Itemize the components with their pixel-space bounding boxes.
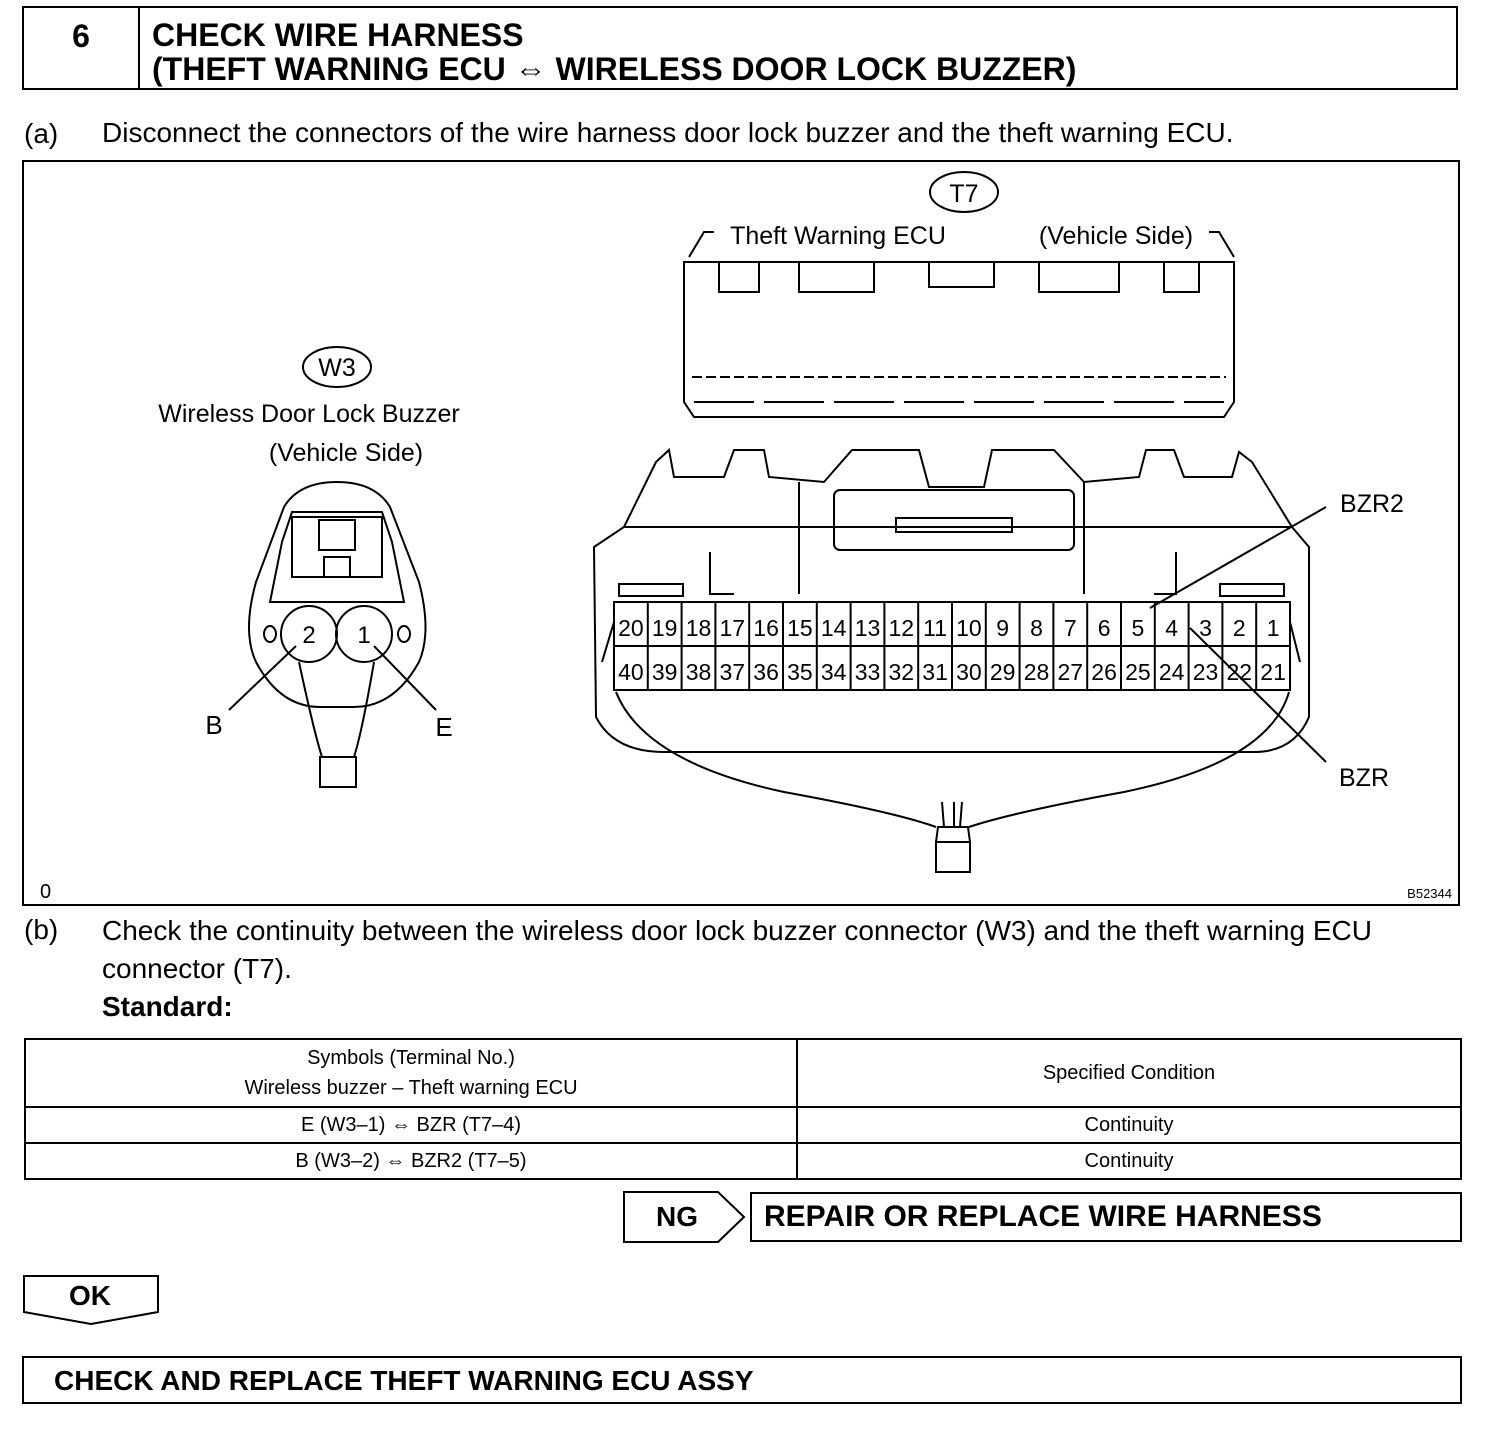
t7-leader-bzr — [1190, 628, 1326, 762]
t7-right-key — [1220, 584, 1284, 596]
w3-pin2: 2 — [302, 622, 316, 649]
w3-label-b: B — [205, 710, 223, 740]
connector-diagram-svg — [24, 162, 1458, 904]
w3-leader-b — [229, 646, 296, 710]
t7-pin-38: 38 — [685, 659, 712, 685]
t7-pin-15: 15 — [787, 615, 813, 641]
t7-wire-strands — [942, 802, 962, 827]
t7-guide-rails — [710, 552, 1176, 594]
t7-pin-34: 34 — [820, 659, 847, 685]
w3-latch-step — [292, 557, 382, 577]
t7-pin-16: 16 — [753, 615, 779, 641]
t7-left-key — [619, 584, 683, 596]
t7-pin-36: 36 — [753, 659, 779, 685]
step-b-text-line2: connector (T7). — [102, 953, 292, 984]
header-symbols-line1: Symbols (Terminal No.) — [307, 1047, 515, 1069]
t7-pin-19: 19 — [651, 615, 678, 641]
t7-pin-27: 27 — [1057, 659, 1084, 685]
t7-pin-22: 22 — [1226, 659, 1253, 685]
header-symbols-line2: Wireless buzzer – Theft warning ECU — [244, 1077, 578, 1099]
step-b-text — [102, 912, 1372, 1026]
ng-action-box: REPAIR OR REPLACE WIRE HARNESS — [750, 1192, 1462, 1242]
t7-pin-11: 11 — [923, 615, 948, 641]
t7-pin-26: 26 — [1091, 659, 1117, 685]
t7-label-bzr: BZR — [1339, 764, 1389, 792]
t7-label-bzr2: BZR2 — [1340, 490, 1404, 518]
t7-code: T7 — [949, 180, 979, 208]
t7-pin-35: 35 — [787, 659, 813, 685]
w3-wires — [299, 662, 374, 757]
t7-pin-40: 40 — [618, 659, 644, 685]
t7-pin-37: 37 — [719, 659, 746, 685]
t7-pin-23: 23 — [1192, 659, 1219, 685]
step-number: 6 — [24, 8, 140, 88]
t7-pin-10: 10 — [956, 615, 982, 641]
t7-pin-14: 14 — [820, 615, 847, 641]
step-a-text: Disconnect the connectors of the wire harness door lock buzzer and the theft warning ECU. — [102, 117, 1234, 148]
row2-symbols: B (W3–2) ⇔ BZR2 (T7–5) — [25, 1143, 797, 1179]
w3-code: W3 — [318, 354, 356, 382]
t7-pin-29: 29 — [989, 659, 1016, 685]
step-title — [152, 18, 1076, 86]
t7-pin-13: 13 — [854, 615, 881, 641]
w3-clip-left — [264, 626, 276, 642]
step-title-line2: (THEFT WARNING ECU ⇔ WIRELESS DOOR LOCK BUZZER) — [152, 51, 1077, 87]
t7-pin-5: 5 — [1131, 615, 1145, 641]
t7-center-lock-slot — [896, 518, 1012, 532]
t7-pin-20: 20 — [618, 615, 644, 641]
header-symbols — [25, 1039, 797, 1107]
connector-diagram — [22, 160, 1460, 906]
w3-harness — [320, 757, 356, 787]
t7-side: (Vehicle Side) — [1038, 222, 1194, 250]
figure-corner-mark: 0 — [40, 881, 52, 903]
ng-label: NG — [656, 1201, 698, 1232]
row1-condition: Continuity — [797, 1107, 1461, 1143]
t7-pin-28: 28 — [1023, 659, 1050, 685]
spec-table — [24, 1038, 1462, 1180]
standard-label: Standard: — [102, 991, 233, 1022]
t7-pin-31: 31 — [922, 659, 948, 685]
ok-label: OK — [69, 1280, 111, 1311]
step-title-line1: CHECK WIRE HARNESS — [152, 17, 524, 53]
t7-top-row-pins — [618, 615, 1279, 641]
t7-pin-18: 18 — [685, 615, 712, 641]
t7-harness-neck — [936, 827, 970, 842]
table-row — [25, 1107, 1461, 1143]
t7-wires — [616, 692, 1289, 827]
t7-pin-12: 12 — [888, 615, 915, 641]
table-row — [25, 1143, 1461, 1179]
w3-latch-tab — [319, 520, 355, 550]
final-action-box: CHECK AND REPLACE THEFT WARNING ECU ASSY — [22, 1356, 1462, 1404]
w3-pin1: 1 — [357, 622, 371, 649]
t7-pin-9: 9 — [996, 615, 1010, 641]
t7-housing-posts — [799, 482, 1084, 594]
t7-pin-24: 24 — [1158, 659, 1185, 685]
t7-pin-4: 4 — [1165, 615, 1179, 641]
t7-pin-30: 30 — [956, 659, 982, 685]
t7-pin-39: 39 — [651, 659, 678, 685]
w3-side: (Vehicle Side) — [268, 439, 424, 467]
t7-name: Theft Warning ECU — [730, 222, 946, 250]
w3-name: Wireless Door Lock Buzzer — [158, 400, 460, 428]
t7-pin-7: 7 — [1063, 615, 1077, 641]
step-header — [22, 6, 1458, 90]
row1-symbols: E (W3–1) ⇔ BZR (T7–4) — [25, 1107, 797, 1143]
step-b-text-line1: Check the continuity between the wireless door lock buzzer connector (W3) and the theft warning ECU — [102, 915, 1372, 946]
t7-mating-notches — [719, 262, 1199, 292]
w3-clip-right — [398, 626, 410, 642]
t7-pin-21: 21 — [1260, 659, 1286, 685]
t7-pin-25: 25 — [1125, 659, 1151, 685]
t7-pin-8: 8 — [1030, 615, 1043, 641]
t7-pin-6: 6 — [1097, 615, 1111, 641]
t7-center-lock — [834, 490, 1074, 550]
t7-mating-connector — [684, 262, 1234, 417]
t7-harness — [936, 842, 970, 872]
t7-pin-2: 2 — [1232, 615, 1246, 641]
t7-pin-1: 1 — [1266, 615, 1280, 641]
w3-latch — [292, 517, 382, 577]
t7-pin-32: 32 — [888, 659, 915, 685]
table-header-row — [25, 1039, 1461, 1107]
w3-label-e: E — [435, 712, 453, 742]
t7-pin-3: 3 — [1199, 615, 1212, 641]
step-b-label: (b) — [24, 914, 59, 945]
t7-pin-17: 17 — [719, 615, 746, 641]
step-a-label: (a) — [24, 118, 59, 149]
figure-id: B52344 — [1407, 886, 1452, 901]
t7-pin-33: 33 — [854, 659, 881, 685]
row2-condition: Continuity — [797, 1143, 1461, 1179]
header-condition: Specified Condition — [797, 1039, 1461, 1107]
